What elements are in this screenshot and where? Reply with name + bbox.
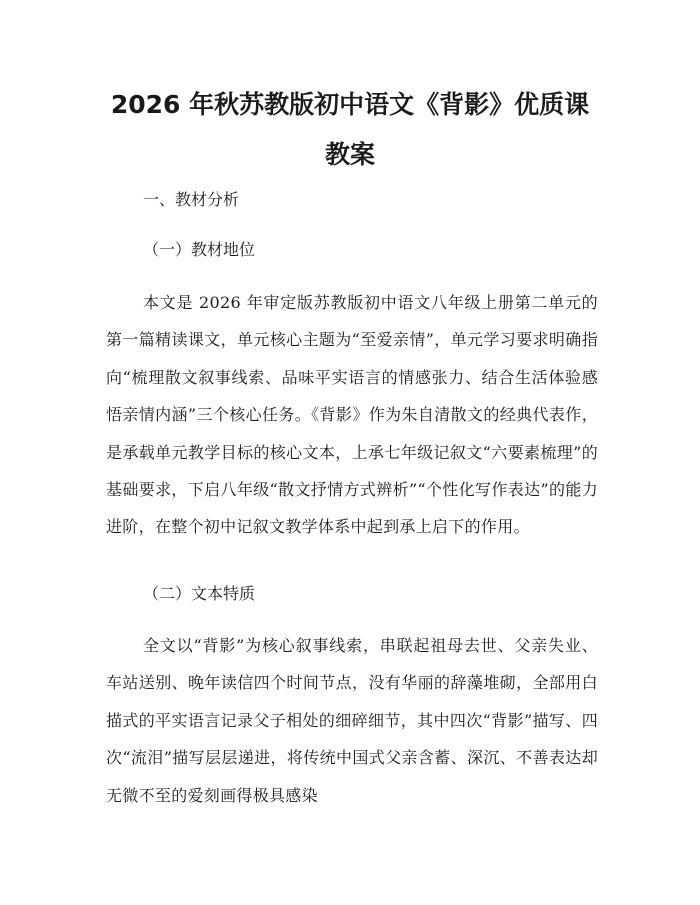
paragraph-text-features: 全文以“背影”为核心叙事线索，串联起祖母去世、父亲失业、车站送别、晚年读信四个时间节点，没有华丽的辞藻堆砌，全部用白描式的平实语言记录父子相处的细碎细节，其中四次“背影”描写、四次“流泪”描写层层递进，将传统中国式父亲含蓄、深沉、不善表达却无微不至的爱刻画得极具感染 bbox=[106, 636, 598, 805]
subsection-heading-text-features: （二）文本特质 bbox=[143, 584, 256, 603]
section-heading-textbook-analysis: 一、教材分析 bbox=[143, 190, 240, 209]
paragraph-textbook-position: 本文是 2026 年审定版苏教版初中语文八年级上册第二单元的第一篇精读课文，单元核心主题为“至爱亲情”，单元学习要求明确指向“梳理散文叙事线索、品味平实语言的情感张力、结合生活体验感悟亲情内涵”三个核心任务。《背影》作为朱自清散文的经典代表作，是承载单元教学目标的核心文本，上承七年级记叙文“六要素梳理”的基础要求，下启八年级“散文抒情方式辨析”“个性化写作表达”的能力进阶，在整个初中记叙文教学体系中起到承上启下的作用。 bbox=[106, 293, 598, 537]
document-title: 2026 年秋苏教版初中语文《背影》优质课教案 bbox=[110, 90, 590, 169]
subsection-heading-textbook-position: （一）教材地位 bbox=[143, 240, 256, 259]
